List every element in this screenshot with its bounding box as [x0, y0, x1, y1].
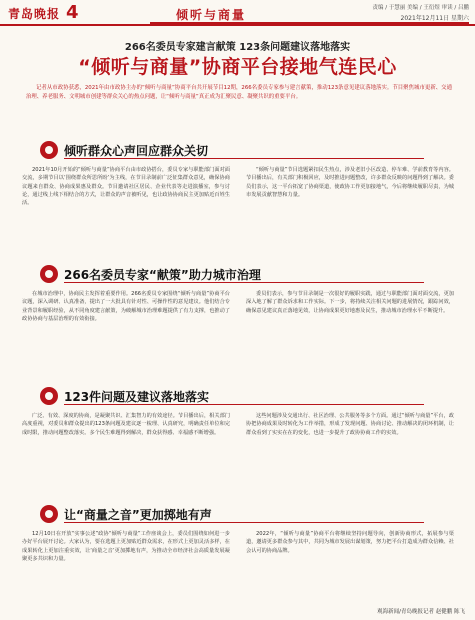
article-column: 2021年10月开始的“倾听与商量”协商平台由市政协搭台，委员专家与职能部门面对面交流，多期节目以‘围绕群众所思所盼’为主线，在节目录制前广泛征集群众意见，确保协商议题来自群众、协商成果惠及群众。节目邀请社区居民、企业代表等走进演播室，参与讨论，通过线上线下相结合的方式，让群众的声音被听见，也让政协协商民主更加贴近百姓生活。 [22, 167, 230, 207]
section-title: 倾听群众心声回应群众关切 [64, 144, 209, 158]
section-header [40, 504, 440, 524]
editor-credits: 责编 / 于慧丽 美编 / 王衍煜 审读 / 吕鹏 [372, 5, 469, 11]
article-columns [22, 290, 454, 323]
section-header [40, 386, 440, 406]
article-columns [22, 412, 454, 437]
section-rule [64, 522, 424, 523]
article-column: 2022年，“倾听与商量”协商平台将继续坚持问题导向，创新协商形式，拓展参与渠道，邀请更多群众参与其中，共同为城市发展出谋划策，努力把平台打造成为群众信赖、社会认可的协商品牌。 [246, 531, 454, 554]
section-title: 让“商量之音”更加掷地有声 [64, 508, 212, 522]
section-bullet-icon [40, 265, 58, 283]
subheadline: 266名委员专家建言献策 123条问题建议落地落实 [124, 42, 351, 53]
section-title: 123件问题及建议落地落实 [64, 390, 210, 404]
masthead-rule [150, 22, 469, 24]
article-column: “倾听与商量”节目选题紧扣民生热点，涉及老旧小区改造、停车难、学前教育等内容。节目播出后，有关部门积极回应，及时推进问题整改，许多群众反映的问题得到了解决。委员们表示，这一平台拓宽了协商渠道，使政协工作更加接地气，今后将继续履职尽责，为城市发展贡献智慧和力量。 [246, 167, 454, 198]
section-bullet-icon [40, 387, 58, 405]
page-number: 4 [66, 2, 79, 23]
article-column: 这些问题涉及交通出行、社区治理、公共服务等多个方面。通过“倾听与商量”平台，政协把协商成果及时转化为工作举措，形成了发现问题、协商讨论、推动解决的闭环机制，让群众看到了实实在在的变化，也进一步提升了政协协商工作的实效。 [246, 413, 454, 436]
section-rule [64, 282, 424, 283]
masthead [0, 0, 475, 26]
headline: “倾听与商量”协商平台接地气连民心 [78, 56, 397, 78]
section-rule [64, 158, 424, 159]
article-columns [22, 166, 454, 207]
section-rule [64, 404, 424, 405]
article-column: 委员们表示，参与节目录制是一次很好的履职实践，通过与职能部门面对面交流，更加深入地了解了群众诉求和工作实际。下一步，将持续关注相关问题的进展情况，跟踪问效，确保意见建议真正落地见效，让协商成果更好地惠及民生，推动城市治理水平不断提升。 [246, 291, 454, 314]
section-title: 266名委员专家“献策”助力城市治理 [64, 268, 261, 282]
article-column: 在城市治理中，协商民主发挥着重要作用。266名委员专家围绕“倾听与商量”协商平台议题，深入调研、认真准备，提出了一大批具有针对性、可操作性的意见建议。他们结合专业背景和履职经验，从不同角度建言献策，为破解城市治理难题提供了有力支撑，也推动了政协协商与基层治理的有效衔接。 [22, 291, 230, 322]
publish-date: 2021年12月11日 星期六 [400, 15, 469, 22]
section-bullet-icon [40, 141, 58, 159]
article-columns [22, 530, 454, 563]
section-header [40, 264, 440, 284]
byline: 观海新闻/青岛晚报记者 赵健鹏 陈飞 [377, 609, 465, 615]
section-header [40, 140, 440, 160]
newspaper-logo: 青岛晚报 [8, 7, 61, 21]
lead-paragraph: 记者从市政协获悉，2021年由市政协主办的“倾听与商量”协商平台共开展节目12期，266名委员专家参与建言献策，推动123条意见建议落地落实。节目聚焦城市更新、交通治理、养老服务、文明城市创建等群众关心的热点问题，让“倾听与商量”真正成为汇聚民意、凝聚共识的重要平台。 [26, 85, 452, 100]
article-column: 广泛、有效、深度的协商，是凝聚共识、汇集智力的有效途径。节目播出后，相关部门高度重视，对委员和群众提出的123条问题及建议逐一梳理、认真研究，明确责任单位和完成时限，推动问题整改落实。多个民生难题得到解决，群众获得感、幸福感不断增强。 [22, 413, 230, 436]
article-column: 12月10日在开放“实事公述”政协“倾听与商量”工作座谈会上，委员们围绕如何进一步办好平台展开讨论。大家认为，要在选题上更加贴近群众需求，在形式上更加灵活多样，在成果转化上更加注重实效，让‘商量之音’更加掷地有声，为推动全市经济社会高质量发展凝聚更多共识和力量。 [22, 531, 230, 562]
section-bullet-icon [40, 505, 58, 523]
section-name: 倾听与商量 [176, 8, 247, 22]
